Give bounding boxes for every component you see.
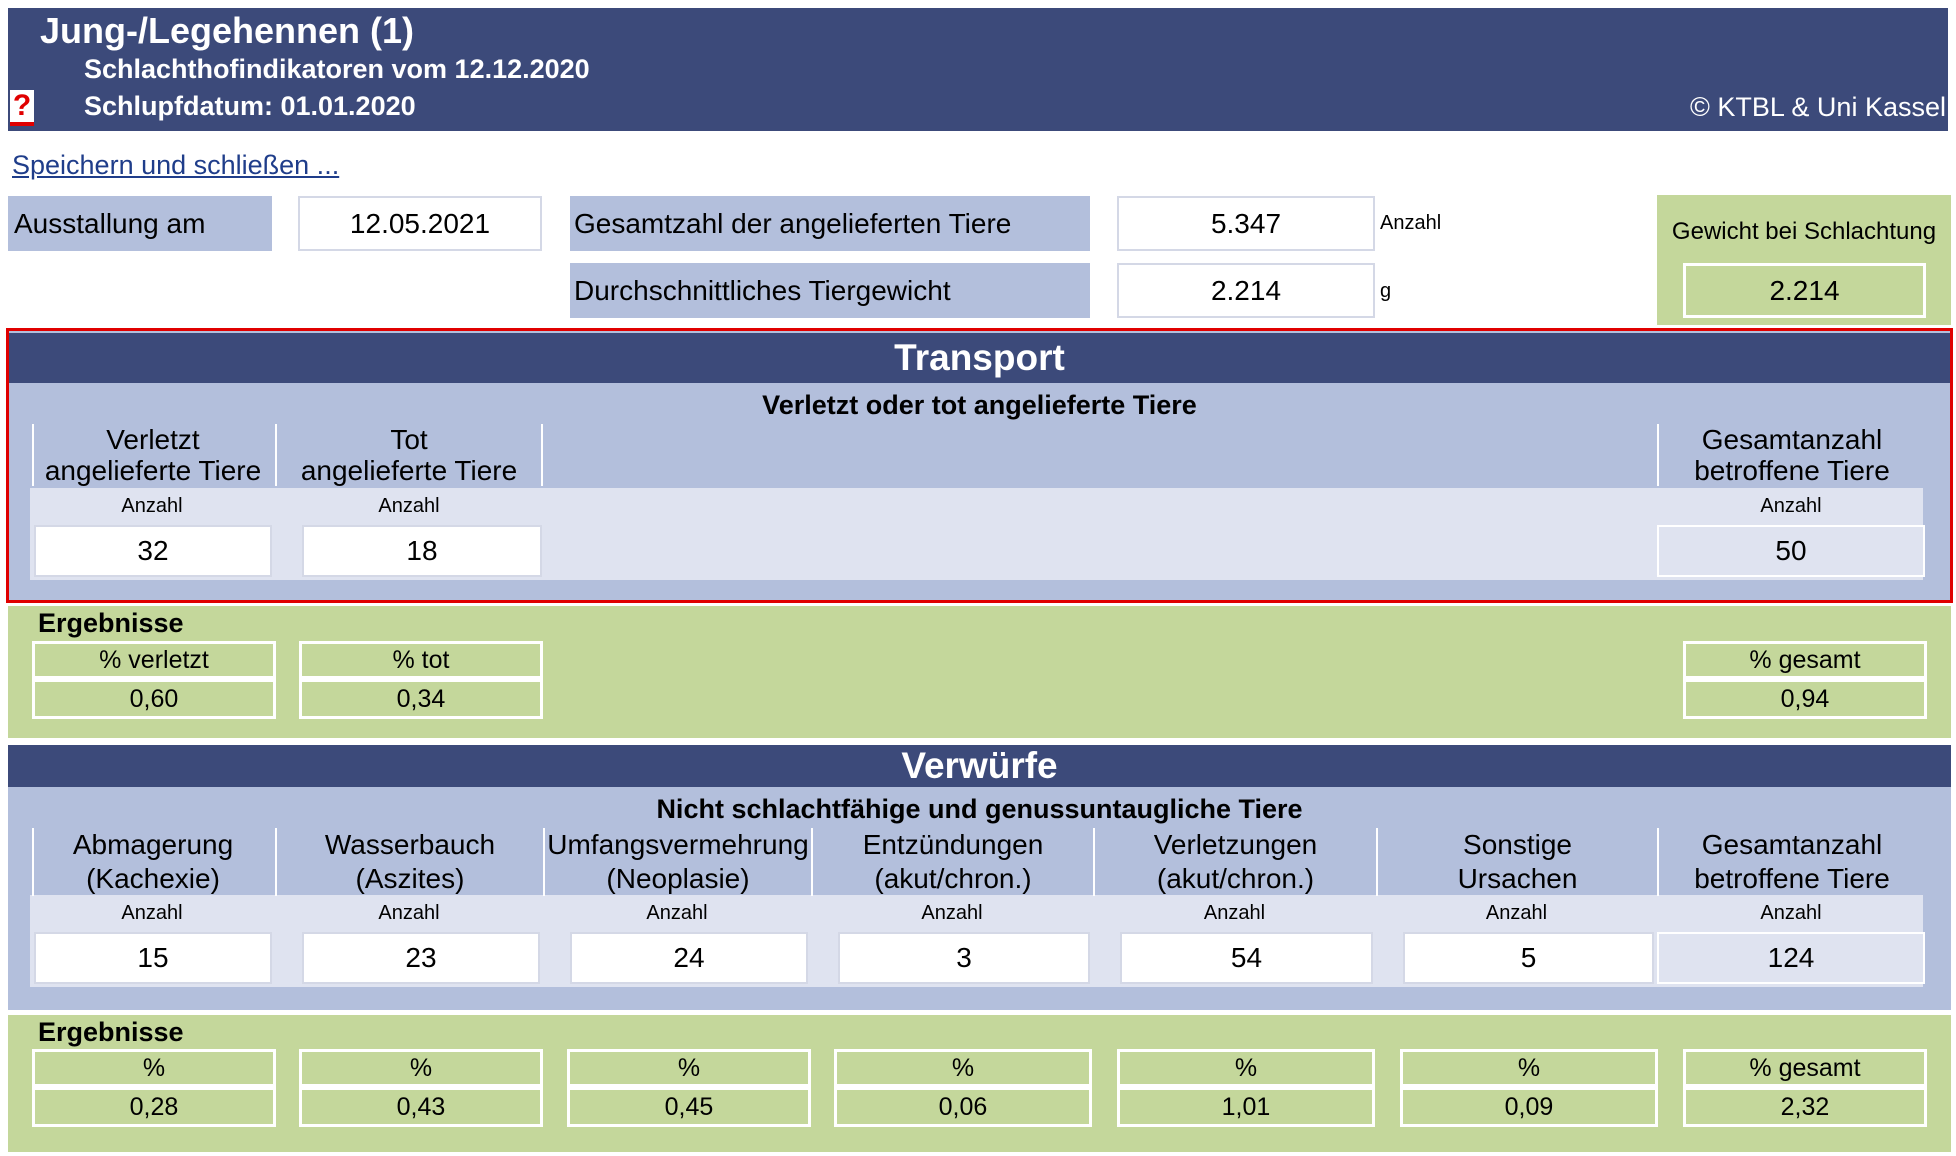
verwuerfe-col-total-unit: Anzahl [1760,901,1822,924]
verwuerfe-result-neoplasia-label: % [567,1049,811,1087]
result-dead-value: 0,34 [299,679,543,719]
verwuerfe-inflammation-input[interactable]: 3 [838,932,1090,984]
header-line: Abmagerung [72,829,234,860]
transport-injured-input[interactable]: 32 [34,525,272,577]
verwuerfe-col-other-header [1376,828,1657,896]
header-line: Tot [390,424,428,455]
transport-subtitle: Verletzt oder tot angelieferte Tiere [762,389,1197,420]
header-line: (Kachexie) [86,863,220,894]
verwuerfe-result-ascites-value: 0,43 [299,1087,543,1127]
verwuerfe-neoplasia-input[interactable]: 24 [570,932,808,984]
transport-title: Transport [8,333,1951,383]
header-line: (Aszites) [355,863,465,894]
page-title: Jung-/Legehennen (1) [40,10,415,51]
header-line: Verletzt [106,424,200,455]
transport-dead-input[interactable]: 18 [302,525,542,577]
result-total-value: 0,94 [1683,679,1927,719]
total-animals-label: Gesamtzahl der angelieferten Tiere [570,196,1090,251]
verwuerfe-col-inflammation-header [811,828,1093,896]
verwuerfe-injuries-input[interactable]: 54 [1120,932,1373,984]
total-animals-field[interactable]: 5.347 [1117,196,1375,251]
header-line: Entzündungen [862,829,1044,860]
verwuerfe-result-injuries-value: 1,01 [1117,1087,1375,1127]
verwuerfe-col-emaciation-unit: Anzahl [121,901,183,924]
verwuerfe-result-ascites-label: % [299,1049,543,1087]
verwuerfe-result-other-value: 0,09 [1400,1087,1658,1127]
avg-weight-field[interactable]: 2.214 [1117,263,1375,318]
verwuerfe-col-other-unit: Anzahl [1485,901,1548,924]
header-line: Ursachen [1457,863,1578,894]
header-line: angelieferte Tiere [300,455,518,486]
avg-weight-label: Durchschnittliches Tiergewicht [570,263,1090,318]
verwuerfe-col-injuries-unit: Anzahl [1203,901,1266,924]
verwuerfe-result-neoplasia-value: 0,45 [567,1087,811,1127]
help-icon[interactable]: ? [10,90,34,126]
result-injured-label: % verletzt [32,641,276,679]
verwuerfe-total-value: 124 [1657,932,1925,984]
header-line: Gesamtanzahl [1701,424,1883,455]
header-line: (Neoplasie) [606,863,750,894]
verwuerfe-title: Verwürfe [8,745,1951,787]
verwuerfe-result-other-label: % [1400,1049,1658,1087]
result-total-label: % gesamt [1683,641,1927,679]
page-subtitle: Schlachthofindikatoren vom 12.12.2020 [84,54,590,84]
header-line: Gesamtanzahl [1701,829,1883,860]
verwuerfe-col-inflammation-unit: Anzahl [921,901,983,924]
header-line: angelieferte Tiere [44,455,262,486]
total-animals-unit: Anzahl [1380,212,1442,234]
copyright: © KTBL & Uni Kassel [1690,92,1946,122]
header-line: betroffene Tiere [1694,455,1890,486]
slaughter-weight-value: 2.214 [1683,263,1926,318]
verwuerfe-col-ascites-unit: Anzahl [378,901,440,924]
header-line: Sonstige [1463,829,1572,860]
save-and-close-link[interactable]: Speichern und schließen ... [12,150,340,180]
result-dead-label: % tot [299,641,543,679]
transport-col-dead-unit: Anzahl [378,494,440,517]
transport-col-injured-unit: Anzahl [121,494,183,517]
verwuerfe-col-injuries-header [1093,828,1376,896]
verwuerfe-col-total-header [1657,828,1925,896]
avg-weight-unit: g [1380,280,1392,302]
verwuerfe-results-label: Ergebnisse [38,1017,184,1047]
verwuerfe-result-injuries-label: % [1117,1049,1375,1087]
header-line: (akut/chron.) [1156,863,1315,894]
stall-date-field[interactable]: 12.05.2021 [298,196,542,251]
verwuerfe-col-neoplasia-unit: Anzahl [646,901,708,924]
verwuerfe-result-inflammation-label: % [834,1049,1092,1087]
verwuerfe-col-emaciation-header [32,828,272,896]
header-line: Wasserbauch [324,829,496,860]
header-line: Umfangsvermehrung [547,829,809,860]
verwuerfe-col-ascites-header [275,828,543,896]
verwuerfe-emaciation-input[interactable]: 15 [34,932,272,984]
slaughter-weight-label: Gewicht bei Schlachtung [1671,218,1937,245]
transport-col-total-unit: Anzahl [1760,494,1822,517]
header-line: betroffene Tiere [1694,863,1890,894]
stall-label: Ausstallung am [8,196,272,251]
verwuerfe-result-emaciation-value: 0,28 [32,1087,276,1127]
verwuerfe-result-total-value: 2,32 [1683,1087,1927,1127]
verwuerfe-ascites-input[interactable]: 23 [302,932,540,984]
verwuerfe-result-emaciation-label: % [32,1049,276,1087]
transport-results-label: Ergebnisse [38,608,184,638]
header-line: (akut/chron.) [874,863,1032,894]
transport-total-value: 50 [1657,525,1925,577]
verwuerfe-result-total-label: % gesamt [1683,1049,1927,1087]
header-line: Verletzungen [1153,829,1318,860]
result-injured-value: 0,60 [32,679,276,719]
verwuerfe-result-inflammation-value: 0,06 [834,1087,1092,1127]
verwuerfe-col-neoplasia-header [543,828,811,896]
verwuerfe-subtitle: Nicht schlachtfähige und genussuntaugliche Tiere [656,793,1303,824]
verwuerfe-other-input[interactable]: 5 [1403,932,1654,984]
selection-frame [6,328,1953,603]
hatch-date: Schlupfdatum: 01.01.2020 [84,91,416,121]
